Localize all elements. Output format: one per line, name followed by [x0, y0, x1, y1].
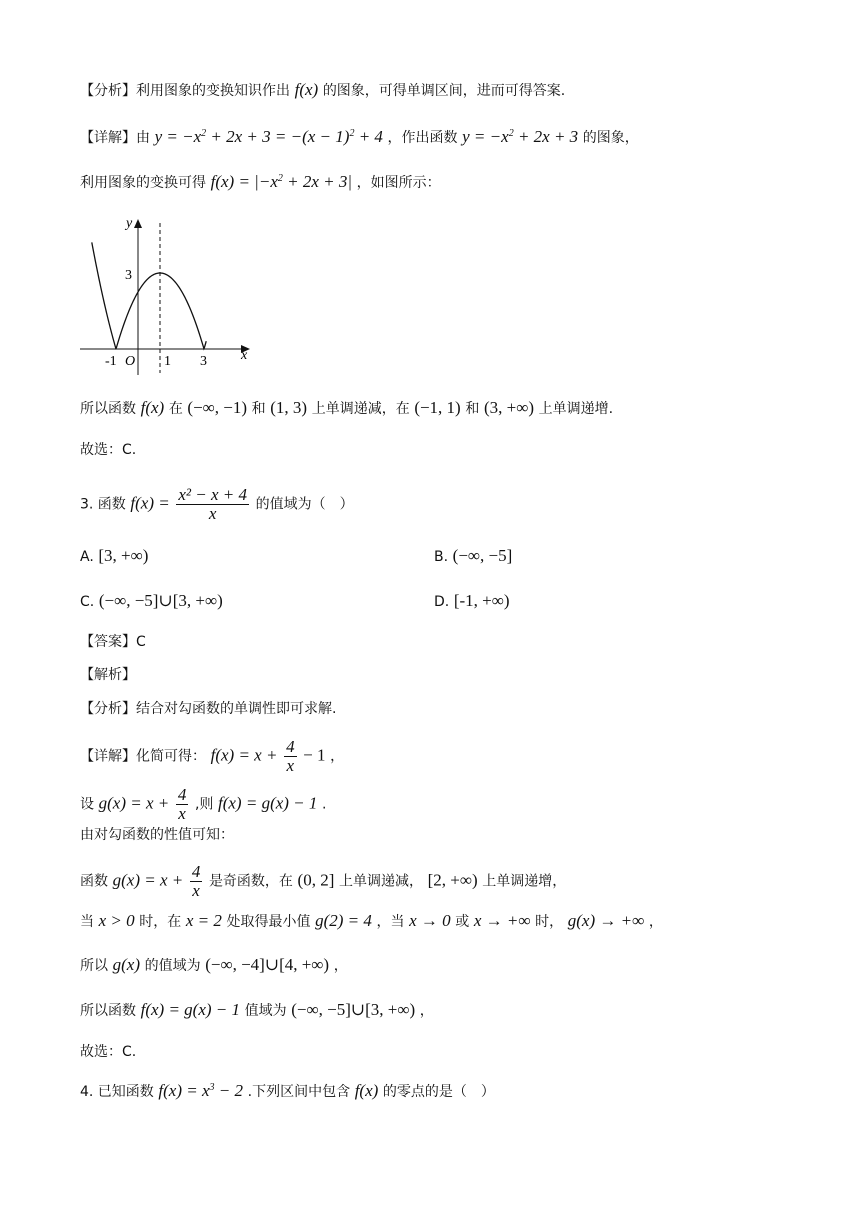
math: x → +∞: [473, 911, 531, 930]
option-c[interactable]: [80, 591, 223, 612]
math-relation: f(x) = g(x) − 1: [140, 1000, 241, 1019]
text: 时，: [535, 914, 564, 930]
text: 或: [455, 914, 470, 930]
fraction: $\frac{4}{x}$: [286, 737, 295, 775]
text: 3. 函数: [80, 496, 126, 513]
text: 上单调递减，: [338, 873, 423, 890]
text: 由: [136, 130, 150, 146]
math-eq: $y = -x^2 + 2x + 3 = -(x - 1)^2 + 4$: [154, 127, 383, 146]
text: 上单调递减，在: [311, 401, 410, 417]
text: ，作出函数: [387, 130, 458, 146]
text: 和: [465, 401, 480, 417]
math-eq: $f(x) = x^3 - 2$: [158, 1081, 244, 1100]
text: .: [322, 796, 327, 813]
tick-origin: O: [125, 354, 136, 369]
math-gx: g(x): [112, 955, 140, 974]
interval: (−∞, −5]∪[3, +∞): [291, 1000, 416, 1019]
option-value: (−∞, −5]: [452, 546, 513, 565]
math: x → 0: [409, 911, 451, 930]
text: 处取得最小值: [226, 914, 311, 930]
interval: (0, 2]: [297, 870, 335, 890]
text: 所以函数: [80, 401, 136, 417]
option-a[interactable]: [80, 546, 148, 567]
text: ，: [330, 748, 345, 765]
interval: (3, +∞): [483, 398, 534, 417]
option-value: [-1, +∞): [453, 591, 510, 610]
math-lhs: f(x) = x +: [210, 745, 278, 765]
math-abs-eq: $f(x) = |-x^2 + 2x + 3|$: [210, 172, 353, 191]
math-lhs: f(x) =: [130, 493, 170, 513]
analysis-tag: 【分析】: [80, 83, 136, 99]
text: 化简可得：: [136, 748, 206, 765]
set-g-line: [80, 786, 326, 823]
text: 是奇函数，在: [208, 873, 293, 890]
detail-line-3: [80, 738, 344, 775]
g-range-line: [80, 955, 348, 976]
option-label: D.: [434, 594, 450, 610]
tick-x3: 3: [200, 354, 207, 369]
y-axis-label: y: [126, 216, 133, 231]
fraction: $\frac{4}{x}$: [177, 785, 187, 823]
question-3: [80, 486, 354, 523]
text: 的值域为（ ）: [255, 496, 354, 513]
math-fx: f(x): [140, 398, 165, 417]
math: x = 2: [185, 911, 222, 930]
text: ，如图所示：: [356, 175, 441, 191]
text: 和: [251, 401, 266, 417]
x-axis-label: x: [241, 348, 248, 363]
f-range-line: [80, 1000, 434, 1021]
analysis-line-1: [80, 80, 565, 101]
math-fx: f(x): [294, 80, 319, 99]
option-b[interactable]: [434, 546, 512, 567]
fraction: $\frac{4}{x}$: [191, 862, 201, 900]
text: 的值域为: [144, 958, 201, 974]
tick-y3: 3: [125, 268, 132, 283]
option-d[interactable]: [434, 591, 510, 612]
text: 函数: [80, 873, 108, 890]
interval: [2, +∞): [427, 870, 478, 890]
math: x > 0: [98, 911, 135, 930]
text: ，: [333, 958, 348, 974]
answer: 【答案】C: [80, 634, 146, 650]
option-value: (−∞, −5]∪[3, +∞): [98, 591, 223, 610]
math-lhs: g(x) = x +: [98, 793, 170, 813]
text: 上单调递增，: [482, 873, 567, 890]
detail-tag: 【详解】: [80, 130, 136, 146]
detail-tag: 【详解】: [80, 748, 136, 765]
function-graph: [78, 213, 258, 383]
tick-x1: 1: [164, 354, 171, 369]
explanation-tag: 【解析】: [80, 667, 136, 683]
text: ,则: [194, 796, 214, 813]
math: g(2) = 4: [315, 911, 372, 930]
option-label: A.: [80, 549, 94, 565]
property-line: 由对勾函数的性值可知：: [80, 827, 234, 843]
conclusion-line: [80, 398, 613, 419]
text: 利用图象的变换知识作出: [136, 83, 290, 99]
option-value: [3, +∞): [98, 546, 149, 565]
choice-line-1: 故选：C.: [80, 442, 137, 458]
text: 结合对勾函数的单调性即可求解.: [136, 701, 337, 717]
interval: (−1, 1): [414, 398, 461, 417]
text: 当: [80, 914, 94, 930]
question-4: [80, 1081, 495, 1102]
text: ，当: [376, 914, 405, 930]
analysis-tag: 【分析】: [80, 701, 136, 717]
interval: (−∞, −1): [187, 398, 248, 417]
choice-line-2: 故选：C.: [80, 1044, 137, 1060]
text: 所以: [80, 958, 108, 974]
detail-line-2: [80, 172, 441, 193]
fraction: $\frac{\text{x² − x + 4}}{x}$: [178, 485, 247, 523]
option-label: B.: [434, 549, 449, 565]
text: 4. 已知函数: [80, 1084, 154, 1100]
tick-xm1: -1: [105, 354, 117, 369]
y-axis-arrow: [134, 219, 142, 228]
monotone-line: [80, 863, 566, 900]
detail-line-1: [80, 127, 639, 148]
text: .下列区间中包含: [247, 1084, 351, 1100]
minimum-line: [80, 911, 663, 932]
option-label: C.: [80, 594, 95, 610]
text: 利用图象的变换可得: [80, 175, 206, 191]
interval: (−∞, −4]∪[4, +∞): [205, 955, 330, 974]
math: g(x) → +∞: [567, 911, 645, 930]
math-eq2: $y = -x^2 + 2x + 3$: [462, 127, 579, 146]
math-relation: f(x) = g(x) − 1: [218, 793, 318, 813]
text: 值域为: [244, 1003, 287, 1019]
math-rhs: − 1: [303, 745, 326, 765]
text: 的图象，可得单调区间，进而可得答案.: [322, 83, 566, 99]
text: 在: [168, 401, 183, 417]
curve: [92, 242, 206, 348]
text: 设: [80, 796, 94, 813]
text: 的图象，: [582, 130, 639, 146]
analysis-line-2: [80, 699, 336, 719]
text: ，: [648, 914, 663, 930]
text: 时，在: [139, 914, 182, 930]
text: 上单调递增.: [538, 401, 614, 417]
math-fx: f(x): [354, 1081, 379, 1100]
interval: (1, 3): [270, 398, 308, 417]
text: ，: [419, 1003, 434, 1019]
text: 的零点的是（ ）: [382, 1084, 495, 1100]
text: 所以函数: [80, 1003, 136, 1019]
math-lhs: g(x) = x +: [112, 870, 184, 890]
